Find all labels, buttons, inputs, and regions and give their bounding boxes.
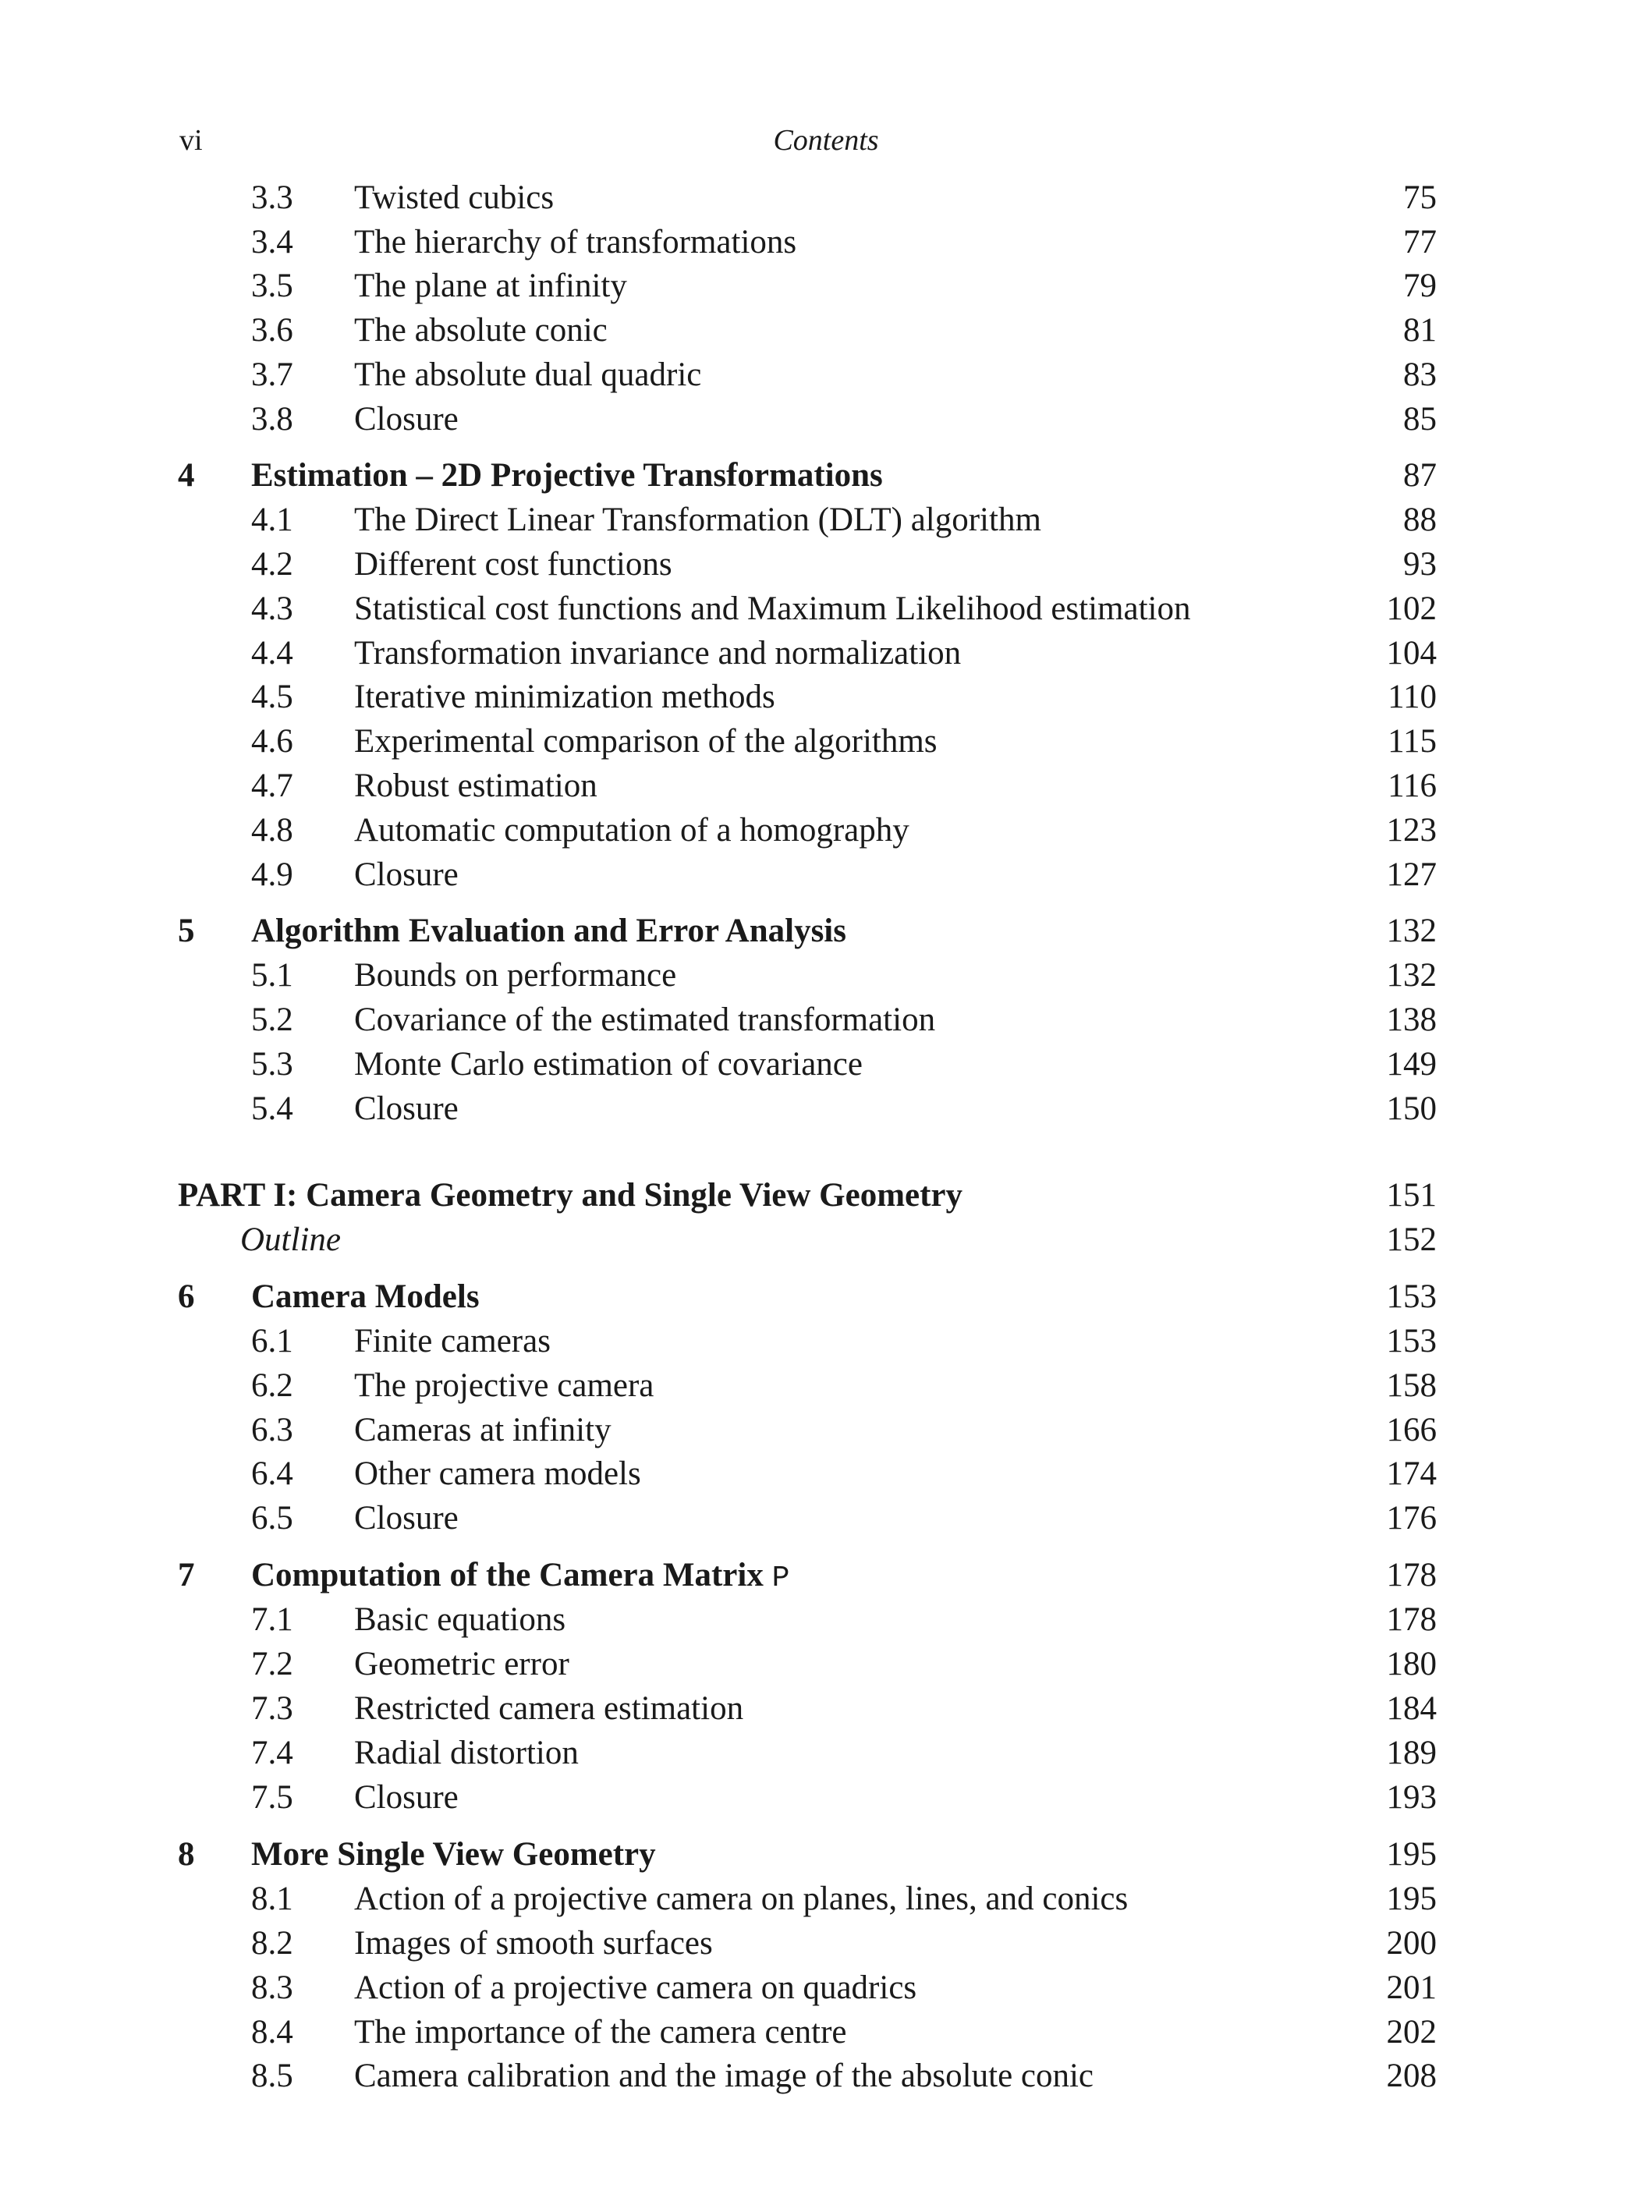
section-title: Cameras at infinity <box>354 1412 612 1448</box>
page-number: vi <box>179 124 203 157</box>
toc-chapter-row[interactable] <box>0 1554 1652 1597</box>
toc-section-row[interactable] <box>0 632 1652 675</box>
section-number: 4.4 <box>251 635 293 672</box>
section-title: Automatic computation of a homography <box>354 812 909 849</box>
section-title: The plane at infinity <box>354 268 627 304</box>
page-number-ref: 102 <box>1386 590 1437 627</box>
page-number-ref: 81 <box>1403 312 1437 349</box>
toc-section-row[interactable] <box>0 398 1652 441</box>
section-title: The hierarchy of transformations <box>354 224 797 261</box>
chapter-title: More Single View Geometry <box>251 1836 656 1873</box>
page-number-ref: 79 <box>1403 268 1437 304</box>
chapter-number: 4 <box>178 457 195 494</box>
page-number-ref: 116 <box>1388 767 1437 804</box>
section-title: Closure <box>354 1500 459 1537</box>
page-number-ref: 151 <box>1386 1177 1437 1214</box>
section-title: Action of a projective camera on planes, lines, and conics <box>354 1881 1129 1917</box>
page-number-ref: 202 <box>1386 2014 1437 2051</box>
toc-section-row[interactable] <box>0 998 1652 1042</box>
toc-section-row[interactable] <box>0 1452 1652 1496</box>
section-title: Closure <box>354 856 459 893</box>
section-number: 4.7 <box>251 767 293 804</box>
toc-section-row[interactable] <box>0 1409 1652 1452</box>
page-number-ref: 149 <box>1386 1046 1437 1083</box>
toc-section-row[interactable] <box>0 498 1652 542</box>
section-number: 7.5 <box>251 1779 293 1816</box>
page-number-ref: 150 <box>1386 1090 1437 1127</box>
section-title: Restricted camera estimation <box>354 1690 744 1727</box>
section-number: 6.5 <box>251 1500 293 1537</box>
section-number: 8.4 <box>251 2014 293 2051</box>
section-number: 3.8 <box>251 401 293 438</box>
page-number-ref: 195 <box>1386 1836 1437 1873</box>
section-title: Images of smooth surfaces <box>354 1925 713 1962</box>
toc-section-row[interactable] <box>0 1966 1652 2010</box>
toc-section-row[interactable] <box>0 853 1652 897</box>
toc-chapter-row[interactable] <box>0 1833 1652 1877</box>
toc-section-row[interactable] <box>0 1320 1652 1363</box>
section-number: 4.6 <box>251 723 293 760</box>
toc-section-row[interactable] <box>0 1732 1652 1775</box>
toc-section-row[interactable] <box>0 1776 1652 1820</box>
section-number: 4.2 <box>251 546 293 583</box>
section-number: 8.3 <box>251 1969 293 2006</box>
toc-outline-row[interactable] <box>0 1218 1652 1262</box>
page-number-ref: 200 <box>1386 1925 1437 1962</box>
section-title: Twisted cubics <box>354 179 555 216</box>
page-number-ref: 193 <box>1386 1779 1437 1816</box>
section-title: Bounds on performance <box>354 957 677 994</box>
section-title: The projective camera <box>354 1367 654 1404</box>
toc-section-row[interactable] <box>0 221 1652 264</box>
section-number: 8.5 <box>251 2058 293 2094</box>
section-title: Closure <box>354 401 459 438</box>
page-number-ref: 184 <box>1386 1690 1437 1727</box>
section-number: 3.7 <box>251 356 293 393</box>
toc-section-row[interactable] <box>0 309 1652 353</box>
page-number-ref: 153 <box>1386 1323 1437 1359</box>
toc-section-row[interactable] <box>0 675 1652 719</box>
page-number-ref: 77 <box>1403 224 1437 261</box>
toc-section-row[interactable] <box>0 1877 1652 1921</box>
toc-part-row[interactable] <box>0 1174 1652 1218</box>
page-number-ref: 208 <box>1386 2058 1437 2094</box>
toc-section-row[interactable] <box>0 353 1652 397</box>
page-number-ref: 127 <box>1386 856 1437 893</box>
section-title: Camera calibration and the image of the absolute conic <box>354 2058 1094 2094</box>
section-title: Other camera models <box>354 1455 641 1492</box>
section-number: 6.3 <box>251 1412 293 1448</box>
page-number-ref: 174 <box>1386 1455 1437 1492</box>
chapter-title <box>251 1554 789 1601</box>
chapter-title: Algorithm Evaluation and Error Analysis <box>251 913 846 949</box>
toc-section-row[interactable] <box>0 2054 1652 2098</box>
section-title: The absolute dual quadric <box>354 356 702 393</box>
section-title: Closure <box>354 1779 459 1816</box>
page-number-ref: 83 <box>1403 356 1437 393</box>
section-title: Different cost functions <box>354 546 672 583</box>
section-title: Iterative minimization methods <box>354 679 775 715</box>
section-title: Closure <box>354 1090 459 1127</box>
section-number: 8.2 <box>251 1925 293 1962</box>
section-title: The absolute conic <box>354 312 608 349</box>
section-number: 4.5 <box>251 679 293 715</box>
section-title: Experimental comparison of the algorithms <box>354 723 938 760</box>
section-number: 4.3 <box>251 590 293 627</box>
page-number-ref: 75 <box>1403 179 1437 216</box>
page-number-ref: 195 <box>1386 1881 1437 1917</box>
toc-section-row[interactable] <box>0 2011 1652 2054</box>
section-number: 7.3 <box>251 1690 293 1727</box>
toc-section-row[interactable] <box>0 954 1652 998</box>
chapter-number: 5 <box>178 913 195 949</box>
toc-section-row[interactable] <box>0 1087 1652 1131</box>
toc-section-row[interactable] <box>0 764 1652 808</box>
toc-section-row[interactable] <box>0 1497 1652 1540</box>
toc-chapter-row[interactable] <box>0 909 1652 953</box>
section-number: 3.4 <box>251 224 293 261</box>
section-title: Transformation invariance and normalization <box>354 635 962 672</box>
chapter-title: Camera Models <box>251 1278 480 1315</box>
page-number-ref: 104 <box>1386 635 1437 672</box>
page-number-ref: 110 <box>1388 679 1437 715</box>
page-number-ref: 178 <box>1386 1557 1437 1593</box>
section-title: Statistical cost functions and Maximum Likelihood estimation <box>354 590 1191 627</box>
outline-title: Outline <box>240 1221 341 1258</box>
page-number-ref: 87 <box>1403 457 1437 494</box>
section-title: Robust estimation <box>354 767 597 804</box>
page-number-ref: 178 <box>1386 1601 1437 1638</box>
section-number: 4.8 <box>251 812 293 849</box>
section-title: Monte Carlo estimation of covariance <box>354 1046 863 1083</box>
section-title: Action of a projective camera on quadrics <box>354 1969 917 2006</box>
section-number: 4.9 <box>251 856 293 893</box>
toc-section-row[interactable] <box>0 587 1652 631</box>
toc-section-row[interactable] <box>0 264 1652 308</box>
chapter-title-text: Computation of the Camera Matrix <box>251 1557 764 1593</box>
page-number-ref: 85 <box>1403 401 1437 438</box>
page-number-ref: 88 <box>1403 502 1437 538</box>
page-number-ref: 166 <box>1386 1412 1437 1448</box>
toc-chapter-row[interactable] <box>0 1275 1652 1319</box>
chapter-number: 6 <box>178 1278 195 1315</box>
page-number-ref: 153 <box>1386 1278 1437 1315</box>
section-title: Geometric error <box>354 1646 569 1682</box>
section-title: The Direct Linear Transformation (DLT) algorithm <box>354 502 1041 538</box>
page-number-ref: 176 <box>1386 1500 1437 1537</box>
section-title: The importance of the camera centre <box>354 2014 847 2051</box>
page-number-ref: 201 <box>1386 1969 1437 2006</box>
toc-section-row[interactable] <box>0 1598 1652 1642</box>
page-number-ref: 138 <box>1386 1001 1437 1038</box>
page-number-ref: 93 <box>1403 546 1437 583</box>
section-number: 7.2 <box>251 1646 293 1682</box>
section-title: Basic equations <box>354 1601 566 1638</box>
toc-section-row[interactable] <box>0 1687 1652 1731</box>
page-number-ref: 180 <box>1386 1646 1437 1682</box>
part-title: PART I: Camera Geometry and Single View Geometry <box>178 1177 963 1214</box>
section-number: 8.1 <box>251 1881 293 1917</box>
section-number: 6.1 <box>251 1323 293 1359</box>
page-number-ref: 132 <box>1386 957 1437 994</box>
page-number-ref: 123 <box>1386 812 1437 849</box>
section-number: 5.2 <box>251 1001 293 1038</box>
page-number-ref: 132 <box>1386 913 1437 949</box>
toc-section-row[interactable] <box>0 543 1652 587</box>
chapter-title: Estimation – 2D Projective Transformations <box>251 457 883 494</box>
page-number-ref: 189 <box>1386 1735 1437 1771</box>
page-number-ref: 158 <box>1386 1367 1437 1404</box>
toc-section-row[interactable] <box>0 1364 1652 1408</box>
toc-section-row[interactable] <box>0 1043 1652 1087</box>
toc-section-row[interactable] <box>0 720 1652 764</box>
toc-section-row[interactable] <box>0 176 1652 220</box>
section-number: 6.4 <box>251 1455 293 1492</box>
chapter-number: 8 <box>178 1836 195 1873</box>
section-number: 4.1 <box>251 502 293 538</box>
page-number-ref: 115 <box>1388 723 1437 760</box>
section-number: 3.5 <box>251 268 293 304</box>
chapter-number: 7 <box>178 1557 195 1593</box>
matrix-symbol: P <box>771 1562 790 1595</box>
section-number: 5.1 <box>251 957 293 994</box>
toc-section-row[interactable] <box>0 1922 1652 1966</box>
section-title: Covariance of the estimated transformation <box>354 1001 936 1038</box>
section-number: 6.2 <box>251 1367 293 1404</box>
section-number: 7.1 <box>251 1601 293 1638</box>
section-number: 3.3 <box>251 179 293 216</box>
section-title: Radial distortion <box>354 1735 579 1771</box>
section-number: 3.6 <box>251 312 293 349</box>
section-number: 7.4 <box>251 1735 293 1771</box>
toc-section-row[interactable] <box>0 809 1652 853</box>
section-number: 5.4 <box>251 1090 293 1127</box>
toc-section-row[interactable] <box>0 1643 1652 1686</box>
page-number-ref: 152 <box>1386 1221 1437 1258</box>
section-title: Finite cameras <box>354 1323 551 1359</box>
section-number: 5.3 <box>251 1046 293 1083</box>
toc-chapter-row[interactable] <box>0 454 1652 498</box>
running-head: Contents <box>773 124 879 157</box>
